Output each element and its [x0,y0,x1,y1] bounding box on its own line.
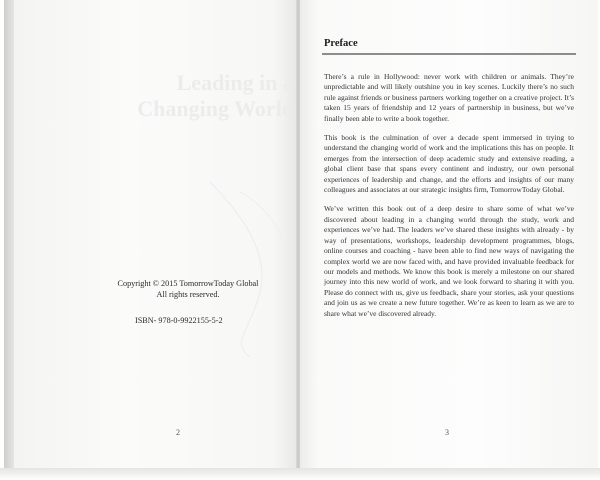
rights-reserved-line: All rights reserved. [156,289,220,299]
paragraph-3: We’ve written this book out of a deep desire to share some of what we’ve discovered about leading in a changing world through the study, work and experiences we’ve had. The leaders we’ve shared these insights with already - by way of presentations, workshops, leadership development programmes, blogs, online courses and coaching - have been able to find new ways of navigating the complex world we are now faced with, and have provided invaluable feedback for our models and methods. We know this book is merely a milestone on our shared journey into this new world of work, and we look forward to sharing it with you. Please do connect with us, give us feedback, share your stories, ask your questions and join us as we create a new future together. We’re as keen to learn as we are to share what we’ve discovered already. [324,204,574,318]
preface-body [324,72,574,328]
show-through-signature [200,172,310,362]
show-through-title-line1: Leading in a [176,70,294,95]
isbn-number: ISBN- 978-0-9922155-5-2 [135,316,223,325]
right-page-number: 3 [445,428,449,437]
book-spread [4,0,598,474]
preface-heading: Preface [324,38,358,49]
paragraph-1: There’s a rule in Hollywood: never work with children or animals. They’re unpredictable and will likely outshine you in key scenes. Luckily there’s no such rule against friends or business partners working together on a creative project. It’s taken 15 years of friendship and 12 years of partnership in business, but we’ve finally been able to write a book together. [324,72,574,123]
copyright-notice [100,279,276,300]
copyright-line: Copyright © 2015 TomorrowToday Global [117,279,259,288]
show-through-title-line2: Changing World [137,96,294,121]
paragraph-2: This book is the culmination of over a decade spent immersed in trying to understand the changing world of work and the implications this has on people. It emerges from the intersection of deep academic study and extensive reading, a global client base that spans every continent and industry, our own personal experiences of leadership and change, and the efforts and insights of our many colleagues and associates at our strategic insights firm, TomorrowToday Global. [324,133,574,195]
show-through-title [64,70,294,122]
page-bottom-edge [0,468,600,480]
left-page-number: 2 [176,428,180,437]
heading-rule [322,53,576,55]
